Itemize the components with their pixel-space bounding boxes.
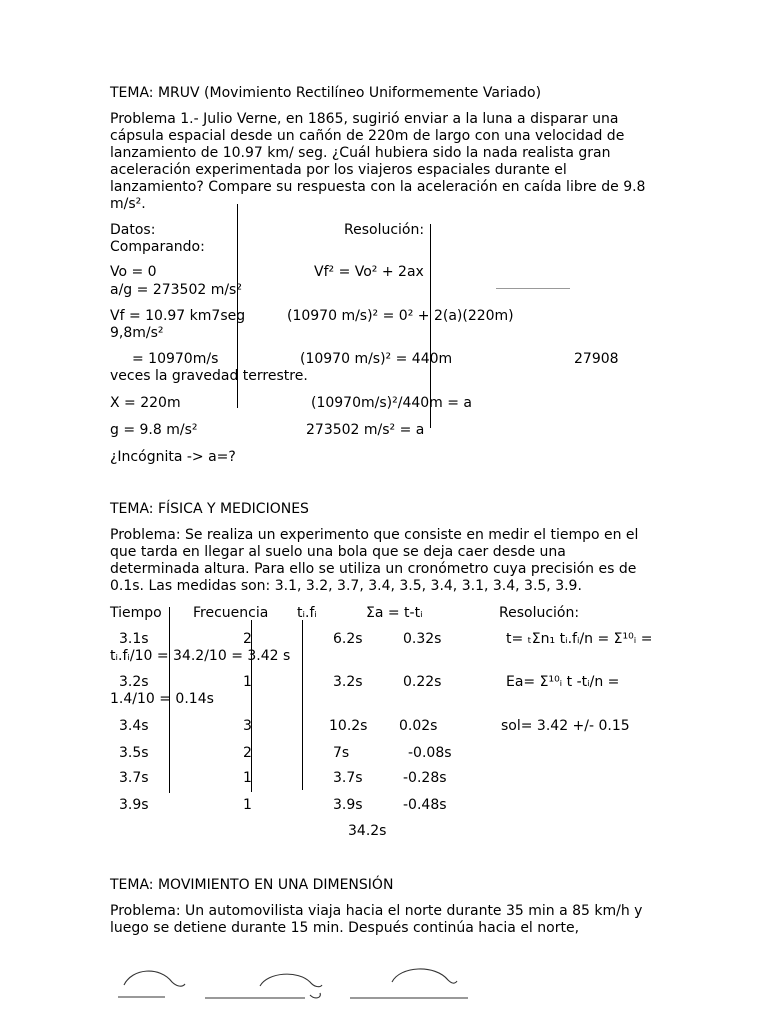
resolution-mean: t= ₜΣn₁ tᵢ.fᵢ/n = Σ¹⁰ᵢ = (506, 631, 653, 647)
cell-frecuencia: 2 (243, 631, 252, 647)
cell-tiempo: 3.2s (119, 674, 149, 690)
header-frecuencia: Frecuencia (193, 605, 269, 621)
resolucion-label: Resolución: (344, 222, 425, 238)
table-column-line (251, 620, 252, 792)
cell-tiempo: 3.1s (119, 631, 149, 647)
vo-value: Vo = 0 (110, 264, 157, 280)
table-column-line (169, 607, 170, 793)
unknown: ¿Incógnita -> a=? (110, 449, 236, 465)
cell-frecuencia: 2 (243, 745, 252, 761)
cell-deviation: -0.48s (403, 797, 447, 813)
header-sigma: Σa = t-tᵢ (366, 605, 423, 621)
car-sketch-stroke (392, 969, 457, 983)
divider-line (430, 224, 431, 428)
cell-tifi: 6.2s (333, 631, 363, 647)
step2: (10970 m/s)² = 440m (300, 351, 453, 367)
section2-problem: Problema: Se realiza un experimento que consiste en medir el tiempo en el que tarda en llegar al suelo una bola que se deja caer desde una determinada altura. Para ello se utiliza un cronómetro cuya precisión es de 0.1s. Las medidas son: 3.1, 3.2, 3.7, 3.4, 3.5, 3.4, 3.1, 3.4, 3.5, 3.9. (110, 527, 639, 594)
ratio-result: a/g = 273502 m/s² (110, 282, 242, 298)
comparando-label: Comparando: (110, 239, 205, 255)
cell-deviation: 0.22s (403, 674, 442, 690)
cell-tiempo: 3.4s (119, 718, 149, 734)
resolution-solution: sol= 3.42 +/- 0.15 (501, 718, 630, 734)
car-sketch-stroke (260, 974, 322, 987)
step3: (10970m/s)²/440m = a (311, 395, 473, 411)
cell-tifi: 3.9s (333, 797, 363, 813)
cell-frecuencia: 1 (243, 770, 252, 786)
header-resolucion: Resolución: (499, 605, 580, 621)
cell-tifi: 3.2s (333, 674, 363, 690)
cell-tifi: 10.2s (329, 718, 368, 734)
table-column-line (302, 620, 303, 790)
cell-frecuencia: 1 (243, 797, 252, 813)
acceleration-result: 273502 m/s² = a (306, 422, 425, 438)
cell-tifi: 7s (333, 745, 350, 761)
cell-deviation: -0.28s (403, 770, 447, 786)
total-value: 34.2s (348, 823, 387, 839)
g-given: g = 9.8 m/s² (110, 422, 198, 438)
section3-problem: Problema: Un automovilista viaja hacia el norte durante 35 min a 85 km/h y luego se detiene durante 15 min. Después continúa hacia el norte, (110, 903, 643, 936)
cell-deviation: 0.02s (399, 718, 438, 734)
times-value: 27908 (574, 351, 619, 367)
cell-tiempo: 3.7s (119, 770, 149, 786)
vf-value: Vf = 10.97 km7seg (110, 308, 246, 324)
section1-title: TEMA: MRUV (Movimiento Rectilíneo Uniformemente Variado) (110, 85, 542, 101)
vf-conversion: = 10970m/s (132, 351, 219, 367)
cell-frecuencia: 1 (243, 674, 252, 690)
resolution-mean-cont: tᵢ.fᵢ/10 = 34.2/10 = 3.42 s (110, 648, 291, 664)
step1: (10970 m/s)² = 0² + 2(a)(220m) (287, 308, 514, 324)
resolution-error: Ea= Σ¹⁰ᵢ t -tᵢ/n = (506, 674, 620, 690)
divider-line (237, 204, 238, 408)
cell-tifi: 3.7s (333, 770, 363, 786)
cell-tiempo: 3.9s (119, 797, 149, 813)
times-continuation: veces la gravedad terrestre. (110, 368, 308, 384)
section3-title: TEMA: MOVIMIENTO EN UNA DIMENSIÓN (110, 877, 394, 893)
g-value: 9,8m/s² (110, 325, 164, 341)
datos-label: Datos: (110, 222, 156, 238)
cell-tiempo: 3.5s (119, 745, 149, 761)
cell-deviation: -0.08s (408, 745, 452, 761)
cell-deviation: 0.32s (403, 631, 442, 647)
header-tiempo: Tiempo (110, 605, 162, 621)
resolution-error-cont: 1.4/10 = 0.14s (110, 691, 214, 707)
formula: Vf² = Vo² + 2ax (314, 264, 424, 280)
car-sketch (110, 960, 480, 1010)
section2-title: TEMA: FÍSICA Y MEDICIONES (110, 501, 309, 517)
section1-problem: Problema 1.- Julio Verne, en 1865, sugirió enviar a la luna a disparar una cápsula espacial desde un cañón de 220m de largo con una velocidad de lanzamiento de 10.97 km/ seg. ¿Cuál hubiera sido la nada realista gran aceleración experimentada por los viajeros espaciales durante el lanzamiento? Compare su respuesta con la aceleración en caída libre de 9.8 m/s². (110, 111, 646, 212)
fraction-line (496, 288, 570, 289)
cell-frecuencia: 3 (243, 718, 252, 734)
car-sketch-stroke (310, 993, 320, 998)
x-value: X = 220m (110, 395, 181, 411)
header-tifi: tᵢ.fᵢ (297, 605, 317, 621)
car-sketch-stroke (124, 971, 185, 986)
